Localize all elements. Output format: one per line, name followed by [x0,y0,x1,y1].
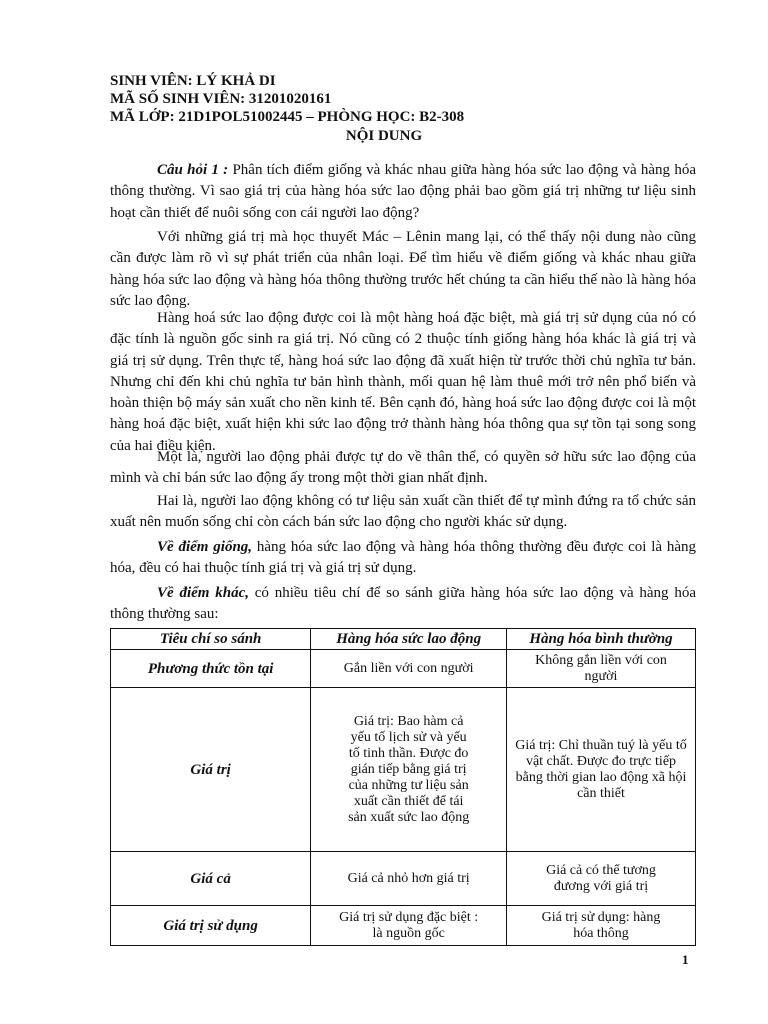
normal-cell: Không gắn liền với con người [507,650,696,688]
question-text: Phân tích điểm giống và khác nhau giữa hàng hóa sức lao động và hàng hóa thông thường. Vì sao giá trị của hàng hóa sức lao động phải bao gồm giá trị những tư liệu sinh hoạt cần thiết để nuôi sống con cái người lao động? [110,162,696,221]
header-normal-commodity: Hàng hóa bình thường [507,629,696,650]
labor-cell: Giá trị: Bao hàm cả yếu tố lịch sử và yếu tố tinh thần. Được đo gián tiếp bằng giá trị của những tư liệu sản xuất cần thiết để tái sản xuất sức lao động [311,688,507,852]
paragraph-difference [110,583,696,626]
normal-cell: Giá trị sử dụng: hàng hóa thông [507,906,696,946]
difference-text: có nhiều tiêu chí để so sánh giữa hàng hóa sức lao động và hàng hóa thông thường sau: [110,585,696,623]
section-title: NỘI DUNG [345,128,423,144]
table-header-row [111,629,696,650]
header-criterion: Tiêu chí so sánh [111,629,311,650]
labor-cell: Gắn liền với con người [311,650,507,688]
labor-cell: Giá trị sử dụng đặc biệt : là nguồn gốc [311,906,507,946]
paragraph-definition: Hàng hoá sức lao động được coi là một hàng hoá đặc biệt, mà giá trị sử dụng của nó có đặc tính là nguồn gốc sinh ra giá trị. Nó cũng có 2 thuộc tính giống hàng hóa khác là giá trị và giá trị sử dụng. Trên thực tế, hàng hoá sức lao động đã xuất hiện từ trước thời chủ nghĩa tư bản. Nhưng chỉ đến khi chủ nghĩa tư bản hình thành, mối quan hệ làm thuê mới trở nên phổ biến và hoàn thiện bộ máy sản xuất cho nền kinh tế. Bên cạnh đó, hàng hoá sức lao động được coi là một hàng hoá đặc biệt, xuất hiện khi sức lao động trở thành hàng hóa thông qua sự tồn tại song song của hai điều kiện. [110,310,696,454]
student-id: MÃ SỐ SINH VIÊN: 31201020161 [110,91,332,107]
table-row [111,688,696,852]
criterion-cell: Giá cả [111,852,311,906]
page-number: 1 [682,952,689,967]
table-row [111,650,696,688]
similarity-text: hàng hóa sức lao động và hàng hóa thông thường đều được coi là hàng hóa, đều có hai thuộc tính giá trị và giá trị sử dụng. [110,539,697,577]
student-name: SINH VIÊN: LÝ KHẢ DI [110,73,276,89]
table-row [111,906,696,946]
paragraph-similarity [110,537,696,580]
table-row [111,852,696,906]
normal-cell: Giá trị: Chỉ thuần tuý là yếu tố vật chất. Được đo trực tiếp bằng thời gian lao động xã hội cần thiết [507,688,696,852]
comparison-table [110,628,696,946]
paragraph-intro: Với những giá trị mà học thuyết Mác – Lênin mang lại, có thể thấy nội dung nào cũng cần được làm rõ vì sự phát triển của nhân loại. Để tìm hiểu về điểm giống và khác nhau giữa hàng hóa sức lao động và hàng hóa thông thường trước hết chúng ta cần hiểu thế nào là hàng hóa sức lao động. [110,229,696,309]
normal-cell: Giá cả có thể tương đương với giá trị [507,852,696,906]
difference-label: Về điểm khác, [157,585,249,601]
criterion-cell: Giá trị [111,688,311,852]
criterion-cell: Giá trị sử dụng [111,906,311,946]
paragraph-condition-2: Hai là, người lao động không có tư liệu sản xuất cần thiết để tự mình đứng ra tổ chức sản xuất nên muốn sống chỉ còn cách bán sức lao động cho người khác sử dụng. [110,493,696,531]
criterion-cell: Phương thức tồn tại [111,650,311,688]
header-labor-commodity: Hàng hóa sức lao động [311,629,507,650]
labor-cell: Giá cả nhỏ hơn giá trị [311,852,507,906]
similarity-label: Về điểm giống, [157,539,253,555]
class-room: MÃ LỚP: 21D1POL51002445 – PHÒNG HỌC: B2-308 [110,109,465,125]
question-label: Câu hỏi 1 : [157,162,229,178]
paragraph-condition-1: Một là, người lao động phải được tự do về thân thể, có quyền sở hữu sức lao động của mình và chỉ bán sức lao động ấy trong một thời gian nhất định. [110,449,696,487]
question-paragraph [110,160,696,224]
